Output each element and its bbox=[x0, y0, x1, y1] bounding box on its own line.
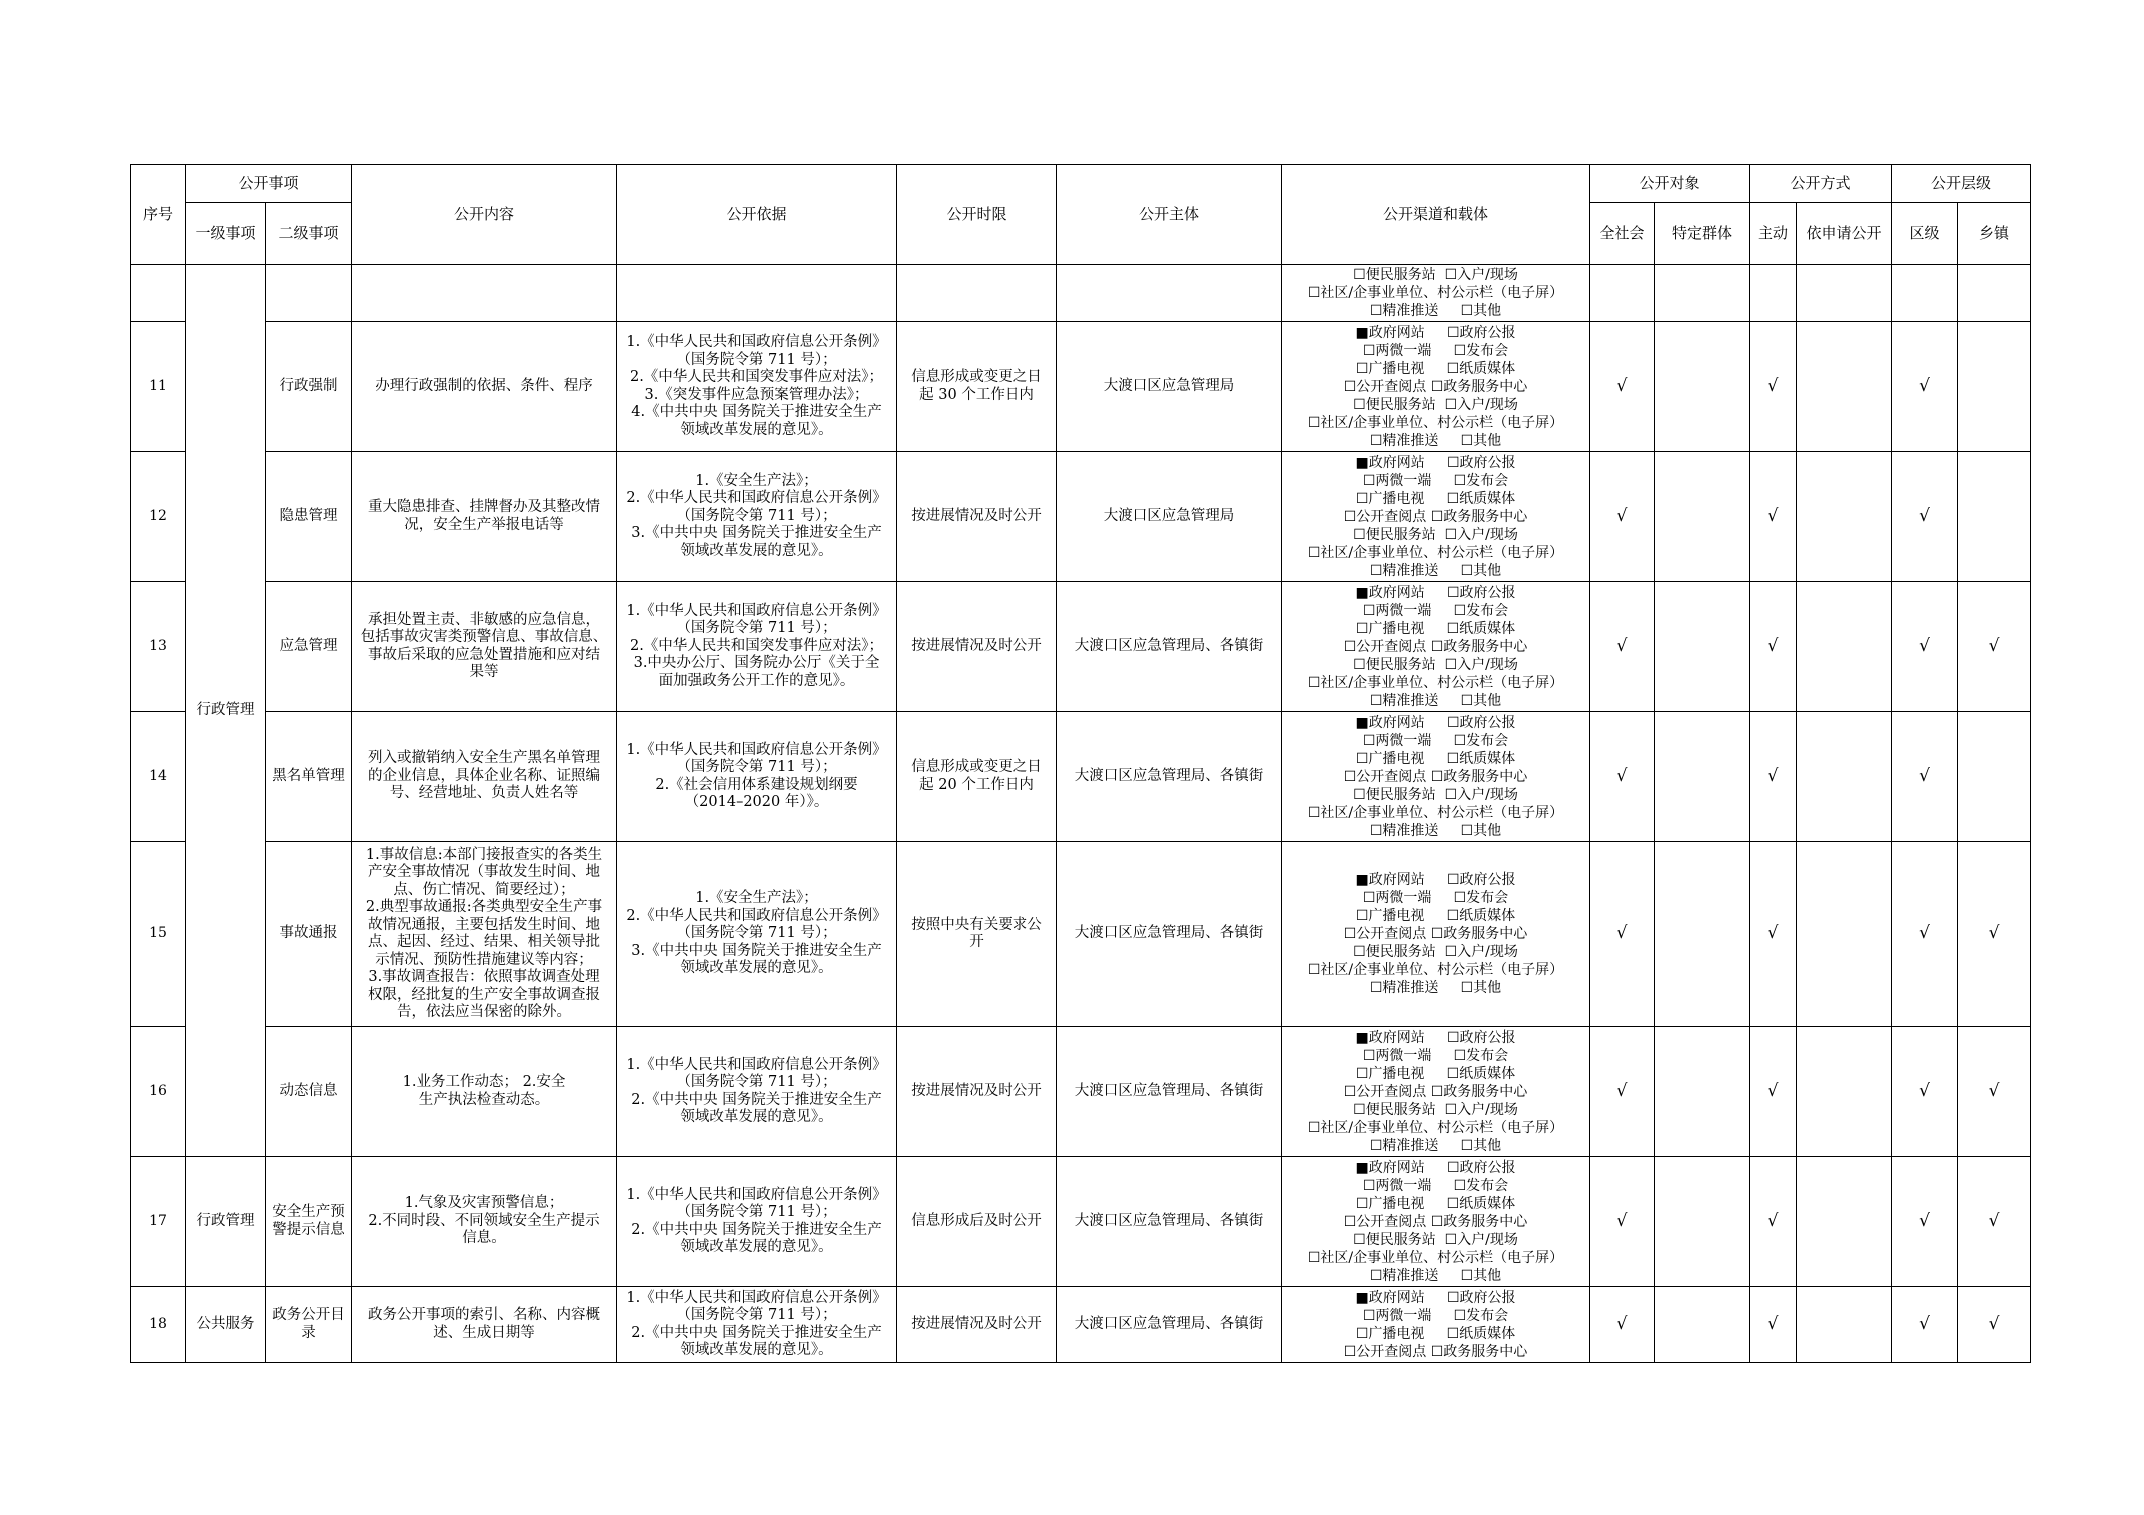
cell-basis: 1.《中华人民共和国政府信息公开条例》 （国务院令第 711 号）； 2.《中共中央 国务院关于推进安全生产 领域改革发展的意见》。 bbox=[617, 1287, 897, 1363]
cell-time-limit: 按进展情况及时公开 bbox=[897, 582, 1057, 712]
cell-seq: 13 bbox=[131, 582, 186, 712]
cell-time-limit: 信息形成后及时公开 bbox=[897, 1157, 1057, 1287]
cell-method-request bbox=[1797, 1157, 1892, 1287]
cell-level2: 行政强制 bbox=[266, 322, 352, 452]
cell-basis: 1.《中华人民共和国政府信息公开条例》 （国务院令第 711 号）； 2.《中华人民共和国突发事件应对法》； 3.《突发事件应急预案管理办法》； 4.《中共中央 国务院关于推进安全生产 领域改革发展的意见》。 bbox=[617, 322, 897, 452]
cell-seq: 15 bbox=[131, 842, 186, 1027]
header-level-group: 公开层级 bbox=[1892, 165, 2031, 203]
cell-method-active: √ bbox=[1750, 1027, 1797, 1157]
header-audience-all: 全社会 bbox=[1590, 203, 1655, 265]
cell-method-request bbox=[1797, 452, 1892, 582]
cell-method-request bbox=[1797, 322, 1892, 452]
cell-audience-all: √ bbox=[1590, 582, 1655, 712]
cell-time-limit: 信息形成或变更之日 起 20 个工作日内 bbox=[897, 712, 1057, 842]
cell-content: 1.气象及灾害预警信息； 2.不同时段、不同领域安全生产提示 信息。 bbox=[352, 1157, 617, 1287]
cell-audience-specific bbox=[1655, 582, 1750, 712]
cell-subject: 大渡口区应急管理局、各镇街 bbox=[1057, 1027, 1282, 1157]
cell-content: 重大隐患排查、挂牌督办及其整改情 况，安全生产举报电话等 bbox=[352, 452, 617, 582]
cell-level-district: √ bbox=[1892, 712, 1958, 842]
header-audience-specific: 特定群体 bbox=[1655, 203, 1750, 265]
cell-seq: 12 bbox=[131, 452, 186, 582]
header-level-district: 区级 bbox=[1892, 203, 1958, 265]
cell-time-limit: 按进展情况及时公开 bbox=[897, 452, 1057, 582]
cell-level-town bbox=[1958, 322, 2031, 452]
cell-subject: 大渡口区应急管理局、各镇街 bbox=[1057, 1287, 1282, 1363]
cell-level-district: √ bbox=[1892, 582, 1958, 712]
cell-level1: 行政管理 bbox=[186, 1157, 266, 1287]
header-level-town: 乡镇 bbox=[1958, 203, 2031, 265]
cell-content: 1.事故信息:本部门接报查实的各类生 产安全事故情况（事故发生时间、地 点、伤亡情况、简要经过）； 2.典型事故通报:各类典型安全生产事 故情况通报，主要包括发生时间、地 点、起因、经过、结果、相关领导批 示情况、预防性措施建议等内容； 3.事故调查报告：依照事故调查处理 权限，经批复的生产安全事故调查报 告，依法应当保密的除外。 bbox=[352, 842, 617, 1027]
cell-channel: ■政府网站 ☐政府公报 ☐两微一端 ☐发布会 ☐广播电视 ☐纸质媒体 ☐公开查阅点 ☐政务服务中心 ☐便民服务站 ☐入户/现场 ☐社区/企事业单位、村公示栏（电子屏） ☐精准推送 ☐其他 bbox=[1282, 842, 1590, 1027]
disclosure-table bbox=[130, 164, 2031, 1363]
cell-subject: 大渡口区应急管理局 bbox=[1057, 322, 1282, 452]
cell-audience-specific bbox=[1655, 842, 1750, 1027]
cell-audience-all: √ bbox=[1590, 322, 1655, 452]
header-method-active: 主动 bbox=[1750, 203, 1797, 265]
cell-channel: ■政府网站 ☐政府公报 ☐两微一端 ☐发布会 ☐广播电视 ☐纸质媒体 ☐公开查阅点 ☐政务服务中心 ☐便民服务站 ☐入户/现场 ☐社区/企事业单位、村公示栏（电子屏） ☐精准推送 ☐其他 bbox=[1282, 452, 1590, 582]
header-method-request: 依申请公开 bbox=[1797, 203, 1892, 265]
cell-method-active: √ bbox=[1750, 842, 1797, 1027]
cell-method-active: √ bbox=[1750, 1287, 1797, 1363]
cell-level2: 黑名单管理 bbox=[266, 712, 352, 842]
cell-method-active: √ bbox=[1750, 322, 1797, 452]
cell-level1-merged: 行政管理 bbox=[186, 265, 266, 1157]
cell-audience-specific bbox=[1655, 265, 1750, 322]
cell-audience-specific bbox=[1655, 452, 1750, 582]
table-row-15 bbox=[131, 842, 2031, 1027]
cell-time-limit bbox=[897, 265, 1057, 322]
cell-subject: 大渡口区应急管理局、各镇街 bbox=[1057, 1157, 1282, 1287]
table-row-11 bbox=[131, 322, 2031, 452]
cell-seq bbox=[131, 265, 186, 322]
cell-channel: ■政府网站 ☐政府公报 ☐两微一端 ☐发布会 ☐广播电视 ☐纸质媒体 ☐公开查阅点 ☐政务服务中心 ☐便民服务站 ☐入户/现场 ☐社区/企事业单位、村公示栏（电子屏） ☐精准推送 ☐其他 bbox=[1282, 322, 1590, 452]
cell-content: 列入或撤销纳入安全生产黑名单管理 的企业信息，具体企业名称、证照编 号、经营地址、负责人姓名等 bbox=[352, 712, 617, 842]
cell-content bbox=[352, 265, 617, 322]
cell-subject: 大渡口区应急管理局 bbox=[1057, 452, 1282, 582]
cell-audience-all: √ bbox=[1590, 842, 1655, 1027]
cell-audience-specific bbox=[1655, 1157, 1750, 1287]
header-seq: 序号 bbox=[131, 165, 186, 265]
cell-channel: ■政府网站 ☐政府公报 ☐两微一端 ☐发布会 ☐广播电视 ☐纸质媒体 ☐公开查阅点 ☐政务服务中心 ☐便民服务站 ☐入户/现场 ☐社区/企事业单位、村公示栏（电子屏） ☐精准推送 ☐其他 bbox=[1282, 582, 1590, 712]
table-row-16 bbox=[131, 1027, 2031, 1157]
cell-method-active bbox=[1750, 265, 1797, 322]
cell-content: 1.业务工作动态； 2.安全 生产执法检查动态。 bbox=[352, 1027, 617, 1157]
cell-level-district: √ bbox=[1892, 452, 1958, 582]
cell-subject: 大渡口区应急管理局、各镇街 bbox=[1057, 582, 1282, 712]
cell-basis: 1.《安全生产法》； 2.《中华人民共和国政府信息公开条例》 （国务院令第 711 号）； 3.《中共中央 国务院关于推进安全生产 领域改革发展的意见》。 bbox=[617, 842, 897, 1027]
cell-basis: 1.《中华人民共和国政府信息公开条例》 （国务院令第 711 号）； 2.《中华人民共和国突发事件应对法》； 3.中央办公厅、国务院办公厅《关于全 面加强政务公开工作的意见》。 bbox=[617, 582, 897, 712]
cell-audience-all: √ bbox=[1590, 1157, 1655, 1287]
cell-audience-all: √ bbox=[1590, 712, 1655, 842]
cell-audience-specific bbox=[1655, 1287, 1750, 1363]
cell-method-active: √ bbox=[1750, 582, 1797, 712]
cell-level-town bbox=[1958, 265, 2031, 322]
table-row-17 bbox=[131, 1157, 2031, 1287]
cell-method-active: √ bbox=[1750, 452, 1797, 582]
header-channel: 公开渠道和载体 bbox=[1282, 165, 1590, 265]
cell-level2 bbox=[266, 265, 352, 322]
cell-time-limit: 按照中央有关要求公 开 bbox=[897, 842, 1057, 1027]
cell-channel: ■政府网站 ☐政府公报 ☐两微一端 ☐发布会 ☐广播电视 ☐纸质媒体 ☐公开查阅点 ☐政务服务中心 ☐便民服务站 ☐入户/现场 ☐社区/企事业单位、村公示栏（电子屏） ☐精准推送 ☐其他 bbox=[1282, 1157, 1590, 1287]
cell-seq: 17 bbox=[131, 1157, 186, 1287]
cell-channel: ■政府网站 ☐政府公报 ☐两微一端 ☐发布会 ☐广播电视 ☐纸质媒体 ☐公开查阅点 ☐政务服务中心 ☐便民服务站 ☐入户/现场 ☐社区/企事业单位、村公示栏（电子屏） ☐精准推送 ☐其他 bbox=[1282, 712, 1590, 842]
cell-level1: 公共服务 bbox=[186, 1287, 266, 1363]
header-level1: 一级事项 bbox=[186, 203, 266, 265]
cell-subject: 大渡口区应急管理局、各镇街 bbox=[1057, 842, 1282, 1027]
cell-time-limit: 信息形成或变更之日 起 30 个工作日内 bbox=[897, 322, 1057, 452]
cell-audience-specific bbox=[1655, 322, 1750, 452]
cell-level-town bbox=[1958, 712, 2031, 842]
cell-time-limit: 按进展情况及时公开 bbox=[897, 1027, 1057, 1157]
cell-level2: 隐患管理 bbox=[266, 452, 352, 582]
cell-audience-all: √ bbox=[1590, 452, 1655, 582]
cell-method-request bbox=[1797, 582, 1892, 712]
cell-basis: 1.《中华人民共和国政府信息公开条例》 （国务院令第 711 号）； 2.《中共中央 国务院关于推进安全生产 领域改革发展的意见》。 bbox=[617, 1157, 897, 1287]
cell-content: 办理行政强制的依据、条件、程序 bbox=[352, 322, 617, 452]
cell-seq: 18 bbox=[131, 1287, 186, 1363]
cell-audience-specific bbox=[1655, 1027, 1750, 1157]
cell-content: 政务公开事项的索引、名称、内容概 述、生成日期等 bbox=[352, 1287, 617, 1363]
cell-seq: 16 bbox=[131, 1027, 186, 1157]
cell-audience-all: √ bbox=[1590, 1027, 1655, 1157]
cell-level-town: √ bbox=[1958, 1287, 2031, 1363]
header-content: 公开内容 bbox=[352, 165, 617, 265]
cell-method-request bbox=[1797, 265, 1892, 322]
cell-level2: 安全生产预 警提示信息 bbox=[266, 1157, 352, 1287]
cell-level-district bbox=[1892, 265, 1958, 322]
table-row-12 bbox=[131, 452, 2031, 582]
cell-audience-all bbox=[1590, 265, 1655, 322]
cell-audience-specific bbox=[1655, 712, 1750, 842]
table-row-13 bbox=[131, 582, 2031, 712]
cell-time-limit: 按进展情况及时公开 bbox=[897, 1287, 1057, 1363]
cell-basis: 1.《安全生产法》； 2.《中华人民共和国政府信息公开条例》 （国务院令第 711 号）； 3.《中共中央 国务院关于推进安全生产 领域改革发展的意见》。 bbox=[617, 452, 897, 582]
cell-level-district: √ bbox=[1892, 1157, 1958, 1287]
cell-level-town bbox=[1958, 452, 2031, 582]
cell-method-request bbox=[1797, 1027, 1892, 1157]
cell-subject bbox=[1057, 265, 1282, 322]
cell-channel: ■政府网站 ☐政府公报 ☐两微一端 ☐发布会 ☐广播电视 ☐纸质媒体 ☐公开查阅点 ☐政务服务中心 bbox=[1282, 1287, 1590, 1363]
cell-method-active: √ bbox=[1750, 1157, 1797, 1287]
cell-seq: 11 bbox=[131, 322, 186, 452]
cell-level-town: √ bbox=[1958, 1157, 2031, 1287]
cell-level-district: √ bbox=[1892, 842, 1958, 1027]
cell-level-town: √ bbox=[1958, 842, 2031, 1027]
cell-method-active: √ bbox=[1750, 712, 1797, 842]
cell-channel: ☐便民服务站 ☐入户/现场 ☐社区/企事业单位、村公示栏（电子屏） ☐精准推送 ☐其他 bbox=[1282, 265, 1590, 322]
cell-method-request bbox=[1797, 1287, 1892, 1363]
header-method-group: 公开方式 bbox=[1750, 165, 1892, 203]
cell-level-town: √ bbox=[1958, 1027, 2031, 1157]
table-row-18 bbox=[131, 1287, 2031, 1363]
cell-content: 承担处置主责、非敏感的应急信息， 包括事故灾害类预警信息、事故信息、 事故后采取的应急处置措施和应对结 果等 bbox=[352, 582, 617, 712]
cell-basis: 1.《中华人民共和国政府信息公开条例》 （国务院令第 711 号）； 2.《中共中央 国务院关于推进安全生产 领域改革发展的意见》。 bbox=[617, 1027, 897, 1157]
cell-level2: 应急管理 bbox=[266, 582, 352, 712]
cell-method-request bbox=[1797, 712, 1892, 842]
cell-audience-all: √ bbox=[1590, 1287, 1655, 1363]
header-subject: 公开主体 bbox=[1057, 165, 1282, 265]
cell-channel: ■政府网站 ☐政府公报 ☐两微一端 ☐发布会 ☐广播电视 ☐纸质媒体 ☐公开查阅点 ☐政务服务中心 ☐便民服务站 ☐入户/现场 ☐社区/企事业单位、村公示栏（电子屏） ☐精准推送 ☐其他 bbox=[1282, 1027, 1590, 1157]
cell-method-request bbox=[1797, 842, 1892, 1027]
header-level2: 二级事项 bbox=[266, 203, 352, 265]
cell-basis bbox=[617, 265, 897, 322]
header-basis: 公开依据 bbox=[617, 165, 897, 265]
table-row-continued bbox=[131, 265, 2031, 322]
cell-level2: 政务公开目 录 bbox=[266, 1287, 352, 1363]
cell-level-district: √ bbox=[1892, 1027, 1958, 1157]
cell-seq: 14 bbox=[131, 712, 186, 842]
header-time-limit: 公开时限 bbox=[897, 165, 1057, 265]
cell-basis: 1.《中华人民共和国政府信息公开条例》 （国务院令第 711 号）； 2.《社会信用体系建设规划纲要 （2014–2020 年）》。 bbox=[617, 712, 897, 842]
cell-level2: 动态信息 bbox=[266, 1027, 352, 1157]
cell-level-district: √ bbox=[1892, 1287, 1958, 1363]
cell-level2: 事故通报 bbox=[266, 842, 352, 1027]
cell-subject: 大渡口区应急管理局、各镇街 bbox=[1057, 712, 1282, 842]
table-row-14 bbox=[131, 712, 2031, 842]
cell-level-town: √ bbox=[1958, 582, 2031, 712]
cell-level-district: √ bbox=[1892, 322, 1958, 452]
header-item-group: 公开事项 bbox=[186, 165, 352, 203]
header-audience-group: 公开对象 bbox=[1590, 165, 1750, 203]
